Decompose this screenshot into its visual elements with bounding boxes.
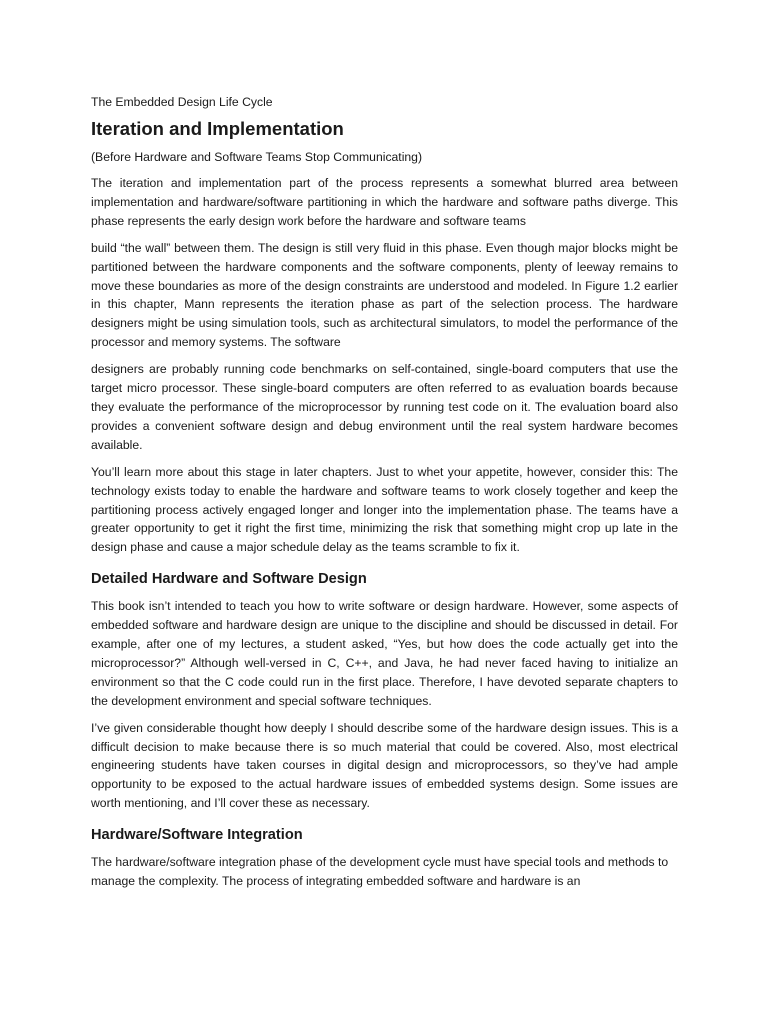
paragraph: The hardware/software integration phase of the development cycle must have special tools and methods to manage the complexity. The process of integrating embedded software and hardware is an xyxy=(91,855,669,889)
section-heading-integration: Hardware/Software Integration xyxy=(91,827,303,844)
section-subtitle: (Before Hardware and Software Teams Stop Communicating) xyxy=(91,150,423,164)
document-page xyxy=(91,95,678,899)
paragraph: I’ve given considerable thought how deeply I should describe some of the hardware design issues. This is a difficult decision to make because there is so much material that could be covered. Also, most electrical engineering students have taken courses in digital design and microprocessors, so they’ve had ample opportunity to be exposed to the actual hardware issues of embedded systems design. Some issues are worth mentioning, and I’ll cover these as necessary. xyxy=(91,720,678,811)
section-heading-detailed-design: Detailed Hardware and Software Design xyxy=(91,571,367,588)
running-head: The Embedded Design Life Cycle xyxy=(91,95,273,109)
paragraph: The iteration and implementation part of the process represents a somewhat blurred area between implementation and hardware/software partitioning in which the hardware and software paths diverge. This phase represents the early design work before the hardware and software teams xyxy=(91,176,678,228)
paragraph: You’ll learn more about this stage in later chapters. Just to whet your appetite, however, consider this: The technology exists today to enable the hardware and software teams to work closely together and keep the partitioning process actively engaged longer and longer into the implementation phase. The teams have a greater opportunity to get it right the first time, minimizing the risk that something might crop up late in the design phase and cause a major schedule delay as the teams scramble to fix it. xyxy=(91,464,678,555)
section-heading-iteration: Iteration and Implementation xyxy=(91,118,344,139)
paragraph: designers are probably running code benchmarks on self-contained, single-board computers that use the target micro processor. These single-board computers are often referred to as evaluation boards because they evaluate the performance of the microprocessor by running test code on it. The evaluation board also provides a convenient software design and debug environment until the real system hardware becomes available. xyxy=(91,362,678,452)
paragraph: This book isn’t intended to teach you how to write software or design hardware. However, some aspects of embedded software and hardware design are unique to the discipline and should be discussed in detail. For example, after one of my lectures, a student asked, “Yes, but how does the code actually get into the microprocessor?” Although well-versed in C, C++, and Java, he had never faced having to initialize an environment so that the C code could run in the first place. Therefore, I have devoted separate chapters to the development environment and special software techniques. xyxy=(91,599,678,708)
paragraph: build “the wall” between them. The design is still very fluid in this phase. Even though major blocks might be partitioned between the hardware components and the software components, plenty of leeway remains to move these boundaries as more of the design constraints are understood and modeled. In Figure 1.2 earlier in this chapter, Mann represents the iteration phase as part of the selection process. The hardware designers might be using simulation tools, such as architectural simulators, to model the performance of the processor and memory systems. The software xyxy=(91,240,678,350)
